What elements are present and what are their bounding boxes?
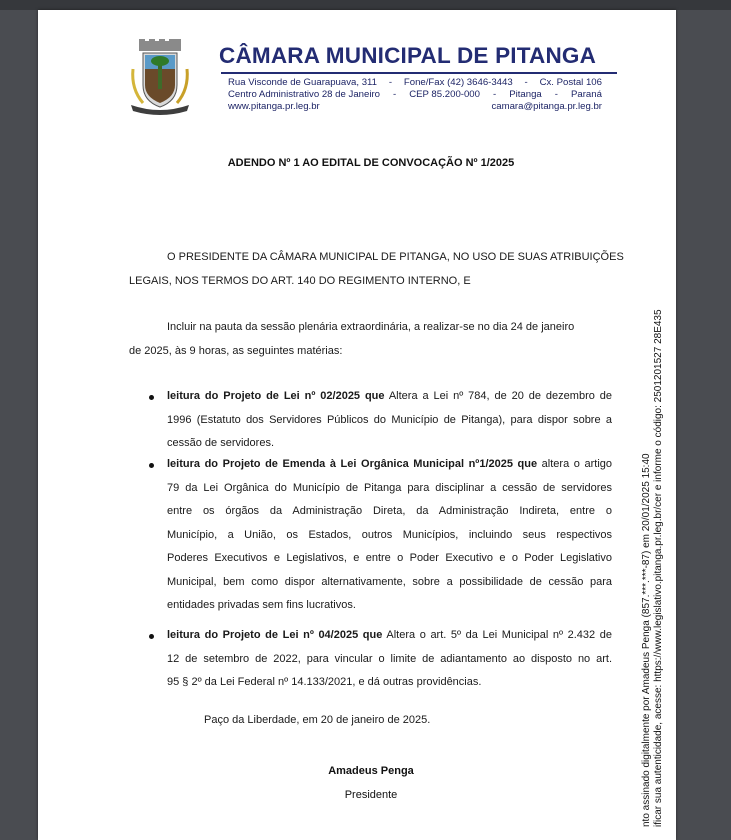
municipal-coat-of-arms <box>127 39 193 117</box>
intro-line: de 2025, às 9 horas, as seguintes matérias: <box>129 345 343 357</box>
item-text: 1996 (Estatuto dos Servidores Públicos do Município de Pitanga), para dispor sobre a <box>167 413 612 426</box>
list-bullet <box>149 395 154 400</box>
item-text: Poderes Executivos e Legislativos, e entre o Poder Executivo e o Poder Legislativo <box>167 552 612 564</box>
item-text: Altera a Lei nº 784, de 20 de dezembro de <box>384 390 612 402</box>
item-text: 12 de setembro de 2022, para vincular o limite de adiantamento ao disposto no art. <box>167 652 612 665</box>
address-line-3 <box>228 101 602 112</box>
closing-place-date: Paço da Liberdade, em 20 de janeiro de 2025. <box>204 714 431 726</box>
intro-paragraph <box>129 315 612 363</box>
document-title: ADENDO Nº 1 AO EDITAL DE CONVOCAÇÃO Nº 1/2025 <box>227 157 515 169</box>
agenda-item-line <box>167 624 612 648</box>
agenda-item-line <box>167 453 612 477</box>
verification-stamp-line: ificar sua autenticidade, acesse: https://www.legislativo.pitanga.pr.leg.br/cer e informe o código: 2501201527 28E435 <box>653 309 664 827</box>
organization-name: CÂMARA MUNICIPAL DE PITANGA <box>219 43 597 68</box>
item-text: 95 § 2º da Lei Federal nº 14.133/2021, e dá outras providências. <box>167 676 482 688</box>
document-page <box>38 10 676 840</box>
item-text: cessão de servidores. <box>167 437 274 449</box>
agenda-item-line <box>167 571 612 595</box>
agenda-item-line <box>167 385 612 409</box>
street-address: Rua Visconde de Guarapuava, 311 <box>228 77 377 88</box>
viewer-top-bar <box>0 0 731 10</box>
phone-fax: Fone/Fax (42) 3646-3443 <box>403 77 513 88</box>
state: Paraná <box>571 89 602 100</box>
address-line-1 <box>228 77 602 88</box>
agenda-item <box>167 385 612 456</box>
preamble-line: LEGAIS, NOS TERMOS DO ART. 140 DO REGIMENTO INTERNO, E <box>129 275 471 287</box>
separator: - <box>493 89 497 100</box>
signature-stamp-line: nto assinado digitalmente por Amadeus Penga (857.***.***-87) em 20/01/2025 15:40 <box>641 453 652 827</box>
bill-reference: leitura do Projeto de Emenda à Lei Orgânica Municipal nº1/2025 que <box>167 458 538 470</box>
bill-reference: leitura do Projeto de Lei nº 02/2025 que <box>167 390 385 402</box>
agenda-item-line <box>167 671 612 695</box>
agenda-item-line <box>167 409 612 433</box>
item-text: Altera o art. 5º da Lei Municipal nº 2.432 de <box>382 629 612 641</box>
item-text: entidades privadas sem fins lucrativos. <box>167 599 356 611</box>
postal-code: CEP 85.200-000 <box>409 89 480 100</box>
separator: - <box>393 89 397 100</box>
separator: - <box>554 89 558 100</box>
city: Pitanga <box>509 89 542 100</box>
agenda-item-line <box>167 547 612 571</box>
header-divider <box>221 72 617 74</box>
website-link[interactable]: www.pitanga.pr.leg.br <box>228 101 320 112</box>
address-line-2 <box>228 89 602 100</box>
separator: - <box>524 77 528 88</box>
agenda-item <box>167 453 612 618</box>
agenda-item-line <box>167 432 612 456</box>
agenda-item-line <box>167 500 612 524</box>
agenda-item-line <box>167 594 612 618</box>
item-text: altera o artigo <box>537 458 612 470</box>
agenda-item-line <box>167 524 612 548</box>
separator: - <box>388 77 393 88</box>
item-text: entre os órgãos da Administração Direta, da Administração Indireta, entre o <box>167 505 612 517</box>
agenda-item-line <box>167 477 612 501</box>
list-bullet <box>149 463 154 468</box>
signer-role: Presidente <box>344 789 398 801</box>
preamble-paragraph <box>129 245 624 293</box>
digital-signature-stamp <box>641 309 665 827</box>
item-text: 79 da Lei Orgânica do Município de Pitanga para disciplinar a cessão de servidores <box>167 481 612 494</box>
bill-reference: leitura do Projeto de Lei nº 04/2025 que <box>167 629 383 641</box>
intro-line: Incluir na pauta da sessão plenária extraordinária, a realizar-se no dia 24 de janeiro <box>167 321 575 333</box>
preamble-line: O PRESIDENTE DA CÂMARA MUNICIPAL DE PITANGA, NO USO DE SUAS ATRIBUIÇÕES <box>167 251 624 263</box>
administrative-center: Centro Administrativo 28 de Janeiro <box>228 89 380 100</box>
item-text: Municipal, bem como dispor alternativamente, sobre a possibilidade de cessão para <box>167 575 612 588</box>
postal-box: Cx. Postal 106 <box>539 77 602 88</box>
signer-name: Amadeus Penga <box>328 765 414 777</box>
list-bullet <box>149 634 154 639</box>
item-text: Município, a União, os Estados, outros Municípios, incluindo seus respectivos <box>167 528 612 541</box>
email-link[interactable]: camara@pitanga.pr.leg.br <box>491 101 602 112</box>
agenda-item-line <box>167 648 612 672</box>
agenda-item <box>167 624 612 695</box>
